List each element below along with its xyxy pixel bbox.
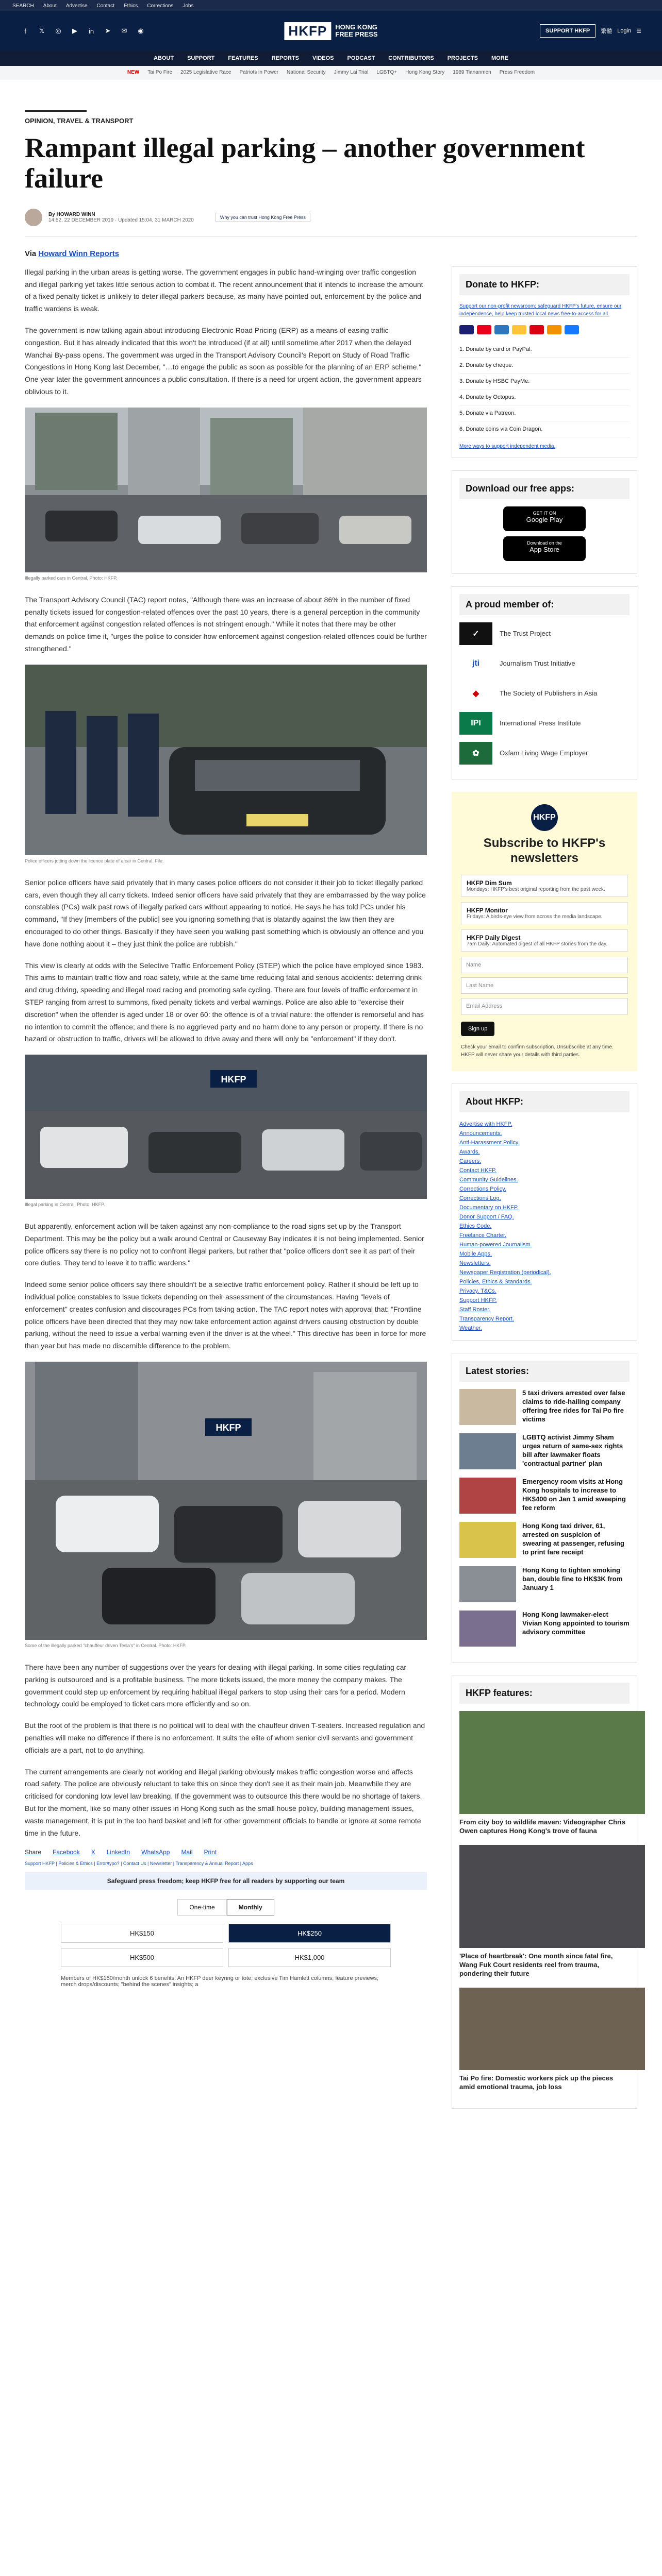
via-link[interactable]: Howard Winn Reports: [38, 249, 119, 258]
x-icon[interactable]: 𝕏: [39, 27, 45, 35]
via-line: [25, 249, 637, 258]
oxfam-logo: ✿: [459, 742, 492, 765]
about-link[interactable]: Weather.: [459, 1325, 482, 1332]
paypal-icon: [512, 325, 526, 334]
paragraph: Illegal parking in the urban areas is getting worse. The government engages in public hand-wringing over traffic congestion and illegal parking yet takes little serious action to combat it. The recent announcement that it intends to increase the amount of a fixed penalty ticket is unlikely to deter illegal parkers because, as many have pointed out, enforcement by the police and traffic wardens is weak.: [25, 267, 423, 313]
story-title: LGBTQ activist Jimmy Sham urges return of same-sex rights bill after lawmaker floats 'contractual partner' plan: [522, 1433, 623, 1468]
trending-bar: [0, 66, 662, 79]
photo-illegal-parking-central: [25, 1055, 427, 1199]
story-title: Hong Kong lawmaker-elect Vivian Kong appointed to tourism advisory committee: [522, 1611, 630, 1636]
newsletter-widget: [452, 792, 637, 1072]
paragraph: The current arrangements are clearly not working and illegal parking obviously makes traffic congestion worse and affects road safety. The police are obviously reluctant to take this on since they don't see it as their main job. Meanwhile they are criticised for condoning low level law breaking. If the government was to outsource this there would be no shortage of takers. But for the moment, like so many other issues in Hong Kong such as the small house policy, building management issues, waste management, it is put in the too hard basket and left for other government officials to handle or ignore at some remote time in the future.: [25, 1767, 422, 1837]
member-name: The Trust Project: [500, 630, 551, 638]
last-name-field[interactable]: Last Name: [461, 977, 628, 994]
share-bar: [25, 1849, 427, 1856]
story-thumbnail: [459, 1522, 516, 1558]
member-item[interactable]: [459, 712, 630, 735]
newsletter-desc: Fridays: A birds-eye view from across the media landscape.: [467, 914, 603, 920]
paragraph: There have been any number of suggestions over the years for dealing with illegal parking. In some cities regulating car parking is outsourced and is a profitable business. The more tickets issued, the more money the company makes. The government could step up enforcement by requiring habitual illegal parkers to stop using their cars for a period. Modern technology could be employed to ticket cars more efficiently and so on.: [25, 1663, 407, 1708]
story-title: Emergency room visits at Hong Kong hospitals to increase to HK$400 on Jan 1 amid sweeping fee reform: [522, 1478, 626, 1512]
share-mail[interactable]: Mail: [181, 1849, 193, 1856]
about-link[interactable]: Mobile Apps.: [459, 1251, 492, 1258]
features-widget: [452, 1675, 637, 2108]
paragraph: Indeed some senior police officers say there shouldn't be a selective traffic enforcement policy. Rather it should be left up to individual police constables to issue tickets depending on their assessment of the circumstances. Having "levels of enforcement" creates confusion and discourages PCs from taking action. The TAC report notes with approval that: "Frontline police officers have been directed that they may now take enforcement action against drivers causing obstruction by double parking, without the need to issue a verbal warning even if the driver is at the wheel." This directive has been in force for more than year but has made no discernible difference to the problem.: [25, 1280, 426, 1350]
svg-text:HKFP: HKFP: [216, 1422, 241, 1433]
site-header: [0, 11, 662, 50]
photo-chauffeur-teslas: [25, 1362, 427, 1640]
jti-logo: jti: [472, 658, 480, 668]
nav-projects[interactable]: PROJECTS: [447, 55, 478, 61]
paragraph: The Transport Advisory Council (TAC) report notes, "Although there was an increase of about 86% in the number of fixed penalty tickets issued for congestion-related offences over the past 10 years, there is a general perception in the community that enforcement against congestion related offences is not stringent enough." While it notes that there may be other demands on police time it, "urges the police to consider how enforcement against congestion-related offences could be further strengthened.": [25, 595, 427, 653]
photo-caption: Illegally parked cars in Central. Photo: HKFP.: [25, 575, 118, 581]
donate-options: [459, 342, 630, 437]
about-link[interactable]: Anti-Harassment Policy.: [459, 1140, 520, 1146]
story-item[interactable]: [459, 1478, 630, 1514]
jobs-link[interactable]: Jobs: [183, 3, 194, 9]
members-widget: [452, 586, 637, 779]
article-body: [25, 266, 427, 1993]
linkedin-icon[interactable]: in: [88, 27, 94, 35]
payment-icons: [459, 325, 630, 334]
first-name-field[interactable]: Name: [461, 957, 628, 973]
logo-mark: HKFP: [284, 22, 331, 40]
share-label: Share: [25, 1849, 42, 1856]
logo-line-1: HONG KONG: [335, 23, 377, 31]
byline: [25, 209, 637, 226]
member-item[interactable]: [459, 622, 630, 645]
nav-features[interactable]: FEATURES: [228, 55, 258, 61]
facebook-icon[interactable]: f: [24, 27, 26, 35]
newsletter-name: HKFP Dim Sum: [467, 879, 512, 887]
instagram-icon[interactable]: ◎: [55, 27, 61, 35]
signup-button[interactable]: Sign up: [461, 1022, 494, 1036]
feature-title: 'Place of heartbreak': One month since fatal fire, Wang Fuk Court residents reel from trauma, pondering their future: [459, 1952, 613, 1977]
about-link[interactable]: Human-powered Journalism.: [459, 1242, 532, 1248]
trending-item[interactable]: 1989 Tiananmen: [453, 70, 491, 75]
paragraph: This view is clearly at odds with the Selective Traffic Enforcement Policy (STEP) which the police have employed since 1983. This aims to maintain traffic flow and road safety, while at the same time reducing fatal and serious accidents: deterring drink and drug driving, speeding and illegal road racing and promoting safe cycling. There are four levels of traffic enforcement in STEP ranging from arrest to summons, fixed penalty tickets and verbal warnings. Police are also able to "exercise their discretion" when the offender is aged under 18 or over 60: the offence is of a trivial nature: the offender is remorseful and has no intention to commit the offence; and there is no aggrieved party and no harm done to any person or property. If there is no hazard or obstruction to traffic, drivers will be allowed to drive away and there will only be "enforcement" if they don't.: [25, 961, 424, 1043]
telegram-icon[interactable]: ➤: [105, 27, 111, 35]
member-name: International Press Institute: [500, 719, 581, 727]
article-container: [25, 110, 637, 2091]
apps-widget: [452, 470, 637, 574]
about-link[interactable]: About: [43, 3, 57, 9]
about-link[interactable]: Privacy, T&Cs.: [459, 1288, 496, 1295]
members-title: A proud member of:: [459, 594, 630, 615]
member-name: Journalism Trust Initiative: [500, 659, 575, 668]
newsletter-option[interactable]: [461, 875, 628, 897]
member-item[interactable]: [459, 742, 630, 765]
feature-item[interactable]: [459, 1845, 630, 1978]
newsletter-option[interactable]: [461, 929, 628, 952]
donate-title: Donate to HKFP:: [459, 274, 630, 295]
member-name: The Society of Publishers in Asia: [500, 689, 598, 698]
language-link[interactable]: 繁體: [601, 28, 613, 35]
feature-title: Tai Po fire: Domestic workers pick up the pieces amid emotional trauma, job loss: [459, 2074, 614, 2091]
photo-illegal-parking-street: [25, 408, 427, 572]
feature-item[interactable]: [459, 1711, 630, 1836]
share-print[interactable]: Print: [204, 1849, 217, 1856]
donate-option[interactable]: 5. Donate via Patreon.: [459, 405, 630, 421]
story-item[interactable]: [459, 1522, 630, 1558]
feature-item[interactable]: [459, 1988, 630, 2092]
story-thumbnail: [459, 1389, 516, 1425]
feature-image: [459, 1988, 645, 2070]
main-nav: [0, 50, 662, 66]
newsletter-name: HKFP Daily Digest: [467, 934, 521, 942]
newsletter-name: HKFP Monitor: [467, 907, 508, 914]
donate-option[interactable]: 4. Donate by Octopus.: [459, 389, 630, 405]
top-bar: [0, 0, 662, 11]
about-link[interactable]: Donor Support / FAQ.: [459, 1214, 514, 1221]
newsletter-option[interactable]: [461, 902, 628, 924]
author-avatar: [25, 209, 42, 226]
newsletter-title: Subscribe to HKFP's newsletters: [483, 836, 606, 865]
donation-amounts: [61, 1924, 391, 1967]
about-link[interactable]: Freelance Charter.: [459, 1232, 507, 1239]
article-category[interactable]: OPINION, TRAVEL & TRANSPORT: [25, 117, 134, 125]
about-widget: [452, 1083, 637, 1341]
share-whatsapp[interactable]: WhatsApp: [141, 1849, 170, 1856]
about-link[interactable]: Documentary on HKFP.: [459, 1205, 519, 1211]
paragraph: But the root of the problem is that there is no political will to deal with the chauffeur driven T-seaters. Increased regulation and penalties will make no difference if there is no enforcement. It suits the elite of whom senior civil servants and government officials are a part, not to do anything.: [25, 1721, 425, 1754]
monthly-tab[interactable]: Monthly: [227, 1899, 274, 1916]
amount-option[interactable]: HK$500: [61, 1948, 223, 1967]
story-title: Hong Kong taxi driver, 61, arrested on suspicion of swearing at passenger, refusing to print fare receipt: [522, 1522, 624, 1556]
donate-option[interactable]: 2. Donate by cheque.: [459, 358, 630, 374]
newsletter-note: Check your email to confirm subscription. Unsubscribe at any time. HKFP will never share your details with third parties.: [461, 1044, 614, 1058]
nav-reports[interactable]: REPORTS: [271, 55, 299, 61]
donate-option[interactable]: 1. Donate by card or PayPal.: [459, 342, 630, 358]
story-title: Hong Kong to tighten smoking ban, double fine to HK$3K from January 1: [522, 1566, 623, 1592]
amex-icon: [494, 325, 509, 334]
about-link[interactable]: Careers.: [459, 1158, 482, 1165]
features-title: HKFP features:: [459, 1683, 630, 1704]
mastercard-icon: [477, 325, 491, 334]
trending-label: NEW: [127, 70, 140, 75]
story-item[interactable]: [459, 1611, 630, 1647]
membership-benefits: Members of HK$150/month unlock 6 benefits: An HKFP deer keyring or tote; exclusive Tim Hamlett columns; feature previews; merch drops/discounts; "behind the scenes" insights; a: [61, 1975, 379, 1988]
sopa-logo: ◆: [472, 689, 479, 698]
ethics-link[interactable]: Ethics: [123, 3, 138, 9]
as-label: App Store: [529, 545, 559, 553]
donate-more-wrap: [459, 443, 630, 450]
support-button[interactable]: SUPPORT HKFP: [540, 24, 595, 38]
story-item[interactable]: [459, 1566, 630, 1602]
nav-contributors[interactable]: CONTRIBUTORS: [388, 55, 434, 61]
about-link[interactable]: Transparency Report.: [459, 1316, 514, 1323]
octopus-icon: [547, 325, 561, 334]
story-thumbnail: [459, 1566, 516, 1602]
app-store-button[interactable]: [503, 536, 586, 561]
photo-caption: Illegal parking in Central. Photo: HKFP.: [25, 1202, 105, 1208]
alipay-icon: [565, 325, 579, 334]
newsletter-desc: 7am Daily: Automated digest of all HKFP stories from the day.: [467, 941, 608, 947]
newsletter-logo: HKFP: [531, 804, 558, 831]
about-link[interactable]: Awards.: [459, 1149, 480, 1156]
nav-about[interactable]: ABOUT: [153, 55, 174, 61]
feature-image: [459, 1845, 645, 1948]
search-link[interactable]: SEARCH: [12, 3, 34, 9]
story-item[interactable]: [459, 1389, 630, 1425]
menu-icon[interactable]: ☰: [636, 28, 641, 35]
sidebar: [452, 266, 637, 2121]
article-title: Rampant illegal parking – another government failure: [25, 132, 585, 194]
publish-date: 14:52, 22 DECEMBER 2019 · Updated 15:04, 31 MARCH 2020: [48, 217, 194, 223]
latest-widget: [452, 1353, 637, 1663]
share-facebook[interactable]: Facebook: [53, 1849, 80, 1856]
social-icons: [21, 26, 145, 36]
category-rule: [25, 110, 87, 112]
story-item[interactable]: [459, 1433, 630, 1469]
donate-widget: [452, 266, 637, 458]
about-list: [459, 1120, 630, 1333]
nav-videos[interactable]: VIDEOS: [312, 55, 334, 61]
story-title: 5 taxi drivers arrested over false claims to ride-hailing company offering free rides for Tai Po fire victims: [522, 1389, 625, 1423]
donate-text[interactable]: Support our non-profit newsroom: safeguard HKFP's future, ensure our independence, help keep trusted local news free-to-access for all.: [459, 303, 622, 317]
svg-text:HKFP: HKFP: [221, 1074, 246, 1085]
share-linkedin[interactable]: LinkedIn: [106, 1849, 130, 1856]
via-prefix: Via: [25, 249, 39, 258]
trending-item[interactable]: LGBTQ+: [376, 70, 398, 75]
contact-link[interactable]: Contact: [96, 3, 114, 9]
photo-caption: Some of the illegally parked "chauffeur driven Tesla's" in Central. Photo: HKFP.: [25, 1643, 187, 1649]
feature-image: [459, 1711, 645, 1814]
donate-option[interactable]: 6. Donate coins via Coin Dragon.: [459, 421, 630, 437]
photo-police-officers: [25, 665, 427, 855]
apps-title: Download our free apps:: [459, 478, 630, 499]
trending-item[interactable]: Patriots in Power: [239, 70, 279, 75]
about-link[interactable]: Corrections Policy.: [459, 1186, 506, 1193]
mail-icon[interactable]: ✉: [121, 27, 127, 35]
amount-option[interactable]: HK$150: [61, 1924, 223, 1943]
about-link[interactable]: Announcements.: [459, 1130, 502, 1137]
frequency-toggle: [25, 1899, 427, 1916]
story-thumbnail: [459, 1611, 516, 1647]
photo-caption: Police officers jotting down the licence plate of a car in Central. File.: [25, 858, 164, 863]
paragraph: Senior police officers have said privately that in many cases police officers do not consider it their job to ticket illegally parked cars, even though they all carry tickets. Indeed senior officers have said privately that they are embarrassed by the way police constables (PCs) walk past rows of illegally parked cars without appearing to notice. He says he has told PCs under his command, "If they [members of the public] see you ignoring something that is blatantly against the law then they are encouraged to do other things. Basically if they have seen you walking past something which is obviously an offence and you have done nothing about it – they just think the police are rubbish.": [25, 878, 426, 948]
trending-item[interactable]: National Security: [287, 70, 326, 75]
about-link[interactable]: Newsletters.: [459, 1260, 491, 1267]
donate-more-link[interactable]: More ways to support independent media.: [459, 443, 556, 449]
visa-icon: [459, 325, 474, 334]
logo-line-2: FREE PRESS: [335, 30, 378, 38]
about-link[interactable]: Support HKFP.: [459, 1297, 497, 1304]
rss-icon[interactable]: ◉: [138, 27, 144, 35]
newsletter-desc: Mondays: HKFP's best original reporting from the past week.: [467, 887, 605, 893]
about-link[interactable]: Contact HKFP.: [459, 1167, 496, 1174]
footer-links[interactable]: Support HKFP | Policies & Ethics | Error/typo? | Contact Us | Newsletter | Transparency & Annual Report | Apps: [25, 1861, 253, 1867]
corrections-link[interactable]: Corrections: [147, 3, 174, 9]
divider: [25, 236, 637, 237]
member-item[interactable]: [459, 682, 630, 705]
trending-item[interactable]: Press Freedom: [499, 70, 535, 75]
author-name[interactable]: By HOWARD WINN: [48, 211, 95, 217]
about-link[interactable]: Community Guidelines.: [459, 1177, 518, 1183]
trending-item[interactable]: Tai Po Fire: [147, 70, 173, 75]
as-small: Download on the: [527, 540, 562, 546]
feature-title: From city boy to wildlife maven: Videographer Chris Owen captures Hong Kong's trove of fauna: [459, 1818, 625, 1835]
payme-icon: [529, 325, 544, 334]
trending-item[interactable]: Hong Kong Story: [405, 70, 445, 75]
trending-item[interactable]: Jimmy Lai Trial: [334, 70, 369, 75]
trust-badge[interactable]: Why you can trust Hong Kong Free Press: [216, 213, 310, 222]
one-time-tab[interactable]: One-time: [177, 1899, 226, 1916]
donate-text-wrap: [459, 302, 630, 318]
about-link[interactable]: Staff Roster.: [459, 1307, 491, 1313]
paragraph: The government is now talking again about introducing Electronic Road Pricing (ERP) as a means of easing traffic congestion. But it has already indicated that this won't be introduced (if at all) until sometime after 2017 when the delayed Wanchai By-pass opens. The government was urged in the Transport Advisory Council's Report on Study of Road Traffic Congestions in Hong Kong last December, "…to engage the public as soon as possible for the planning of an ERP scheme." One year later the government announces a public consultation. If there is a need for urgent action, the government appears oblivious to it.: [25, 326, 422, 396]
site-logo[interactable]: [284, 22, 377, 40]
nav-podcast[interactable]: PODCAST: [347, 55, 375, 61]
latest-title: Latest stories:: [459, 1361, 630, 1382]
login-link[interactable]: Login: [617, 28, 632, 34]
story-thumbnail: [459, 1433, 516, 1469]
member-item[interactable]: [459, 652, 630, 675]
nav-support[interactable]: SUPPORT: [187, 55, 215, 61]
trust-project-logo: ✓: [459, 622, 492, 645]
donate-option[interactable]: 3. Donate by HSBC PayMe.: [459, 374, 630, 389]
about-link[interactable]: Advertise with HKFP.: [459, 1121, 512, 1128]
amount-option[interactable]: HK$1,000: [228, 1948, 391, 1967]
about-link[interactable]: Corrections Log.: [459, 1195, 501, 1202]
gp-small: GET IT ON: [533, 510, 556, 516]
google-play-button[interactable]: [503, 506, 586, 531]
ipi-logo: IPI: [459, 712, 492, 735]
trending-item[interactable]: 2025 Legislative Race: [180, 70, 231, 75]
member-name: Oxfam Living Wage Employer: [500, 749, 588, 757]
story-thumbnail: [459, 1478, 516, 1514]
about-link[interactable]: Newspaper Registration (periodical).: [459, 1269, 551, 1276]
youtube-icon[interactable]: ▶: [72, 27, 77, 35]
about-title: About HKFP:: [459, 1091, 630, 1112]
about-link[interactable]: Ethics Code.: [459, 1223, 492, 1230]
amount-option-selected[interactable]: HK$250: [228, 1924, 391, 1943]
about-link[interactable]: Policies, Ethics & Standards.: [459, 1279, 532, 1285]
donate-banner[interactable]: Safeguard press freedom; keep HKFP free for all readers by supporting our team: [25, 1872, 427, 1890]
nav-more[interactable]: MORE: [491, 55, 509, 61]
gp-label: Google Play: [526, 515, 563, 523]
email-field[interactable]: Email Address: [461, 998, 628, 1014]
advertise-link[interactable]: Advertise: [65, 3, 88, 9]
paragraph: But apparently, enforcement action will be taken against any non-compliance to the road signs set up by the Transport Department. This may be the policy but a walk around Central or Causeway Bay indicates it is not being implemented. Senior police officers say there is no policy not to confront illegal parkers, but rather that "police officers don't see it as part of their core duties. They tend to leave it to traffic wardens.": [25, 1222, 424, 1267]
share-x[interactable]: X: [91, 1849, 95, 1856]
